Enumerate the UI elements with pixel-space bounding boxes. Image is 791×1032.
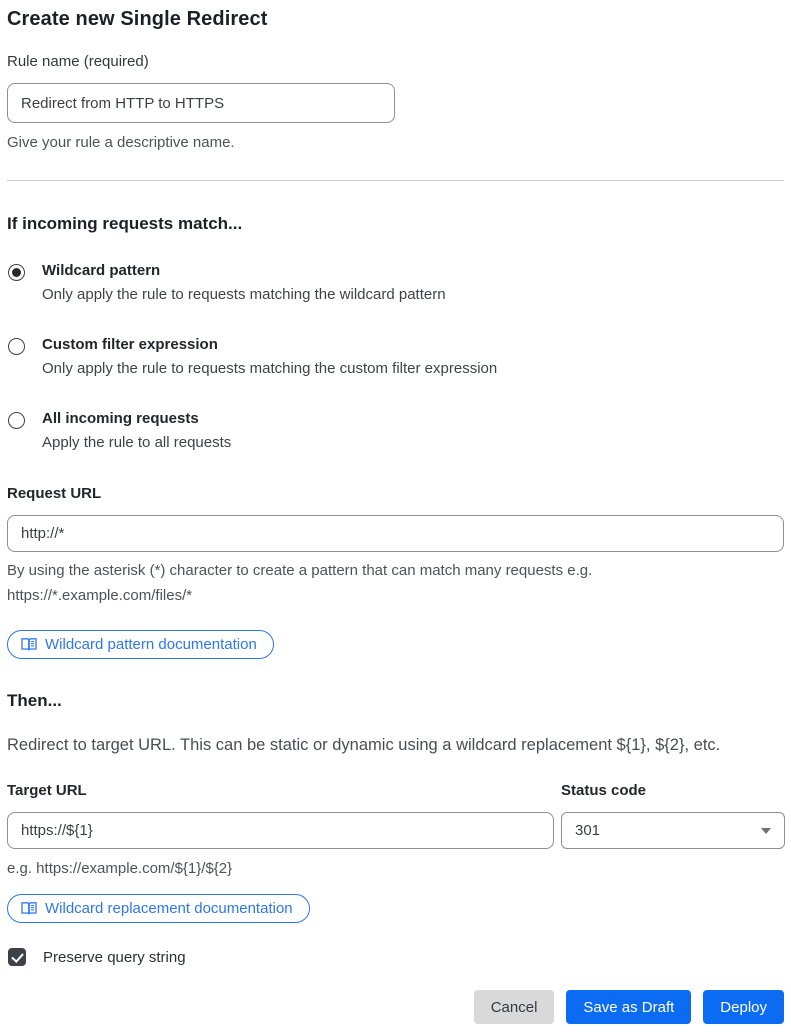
action-bar (474, 990, 784, 1024)
deploy-button[interactable]: Deploy (703, 990, 784, 1024)
radio-label-wildcard-pattern: Wildcard pattern (42, 262, 161, 279)
request-url-help-line2: https://*.example.com/files/* (7, 587, 193, 604)
status-code-label: Status code (561, 782, 647, 799)
preserve-query-string-checkbox[interactable] (8, 948, 26, 966)
radio-all-requests[interactable] (8, 412, 25, 429)
wildcard-replacement-doc-button[interactable] (7, 894, 310, 923)
radio-desc-wildcard-pattern: Only apply the rule to requests matching the wildcard pattern (42, 286, 446, 303)
book-icon (21, 637, 37, 652)
status-code-select[interactable] (561, 812, 785, 849)
request-url-help-line1: By using the asterisk (*) character to create a pattern that can match many requests e.g. (7, 562, 593, 579)
radio-label-custom-filter: Custom filter expression (42, 336, 218, 353)
radio-option-wildcard-pattern[interactable] (7, 262, 784, 303)
page-title: Create new Single Redirect (7, 8, 268, 30)
target-url-input[interactable] (7, 812, 554, 849)
preserve-query-string-row[interactable] (7, 948, 784, 966)
save-as-draft-button[interactable]: Save as Draft (566, 990, 691, 1024)
request-url-help (7, 558, 784, 608)
book-icon (21, 901, 37, 916)
status-code-value: 301 (575, 822, 601, 839)
match-section-heading: If incoming requests match... (7, 214, 243, 233)
target-and-status-row (7, 755, 784, 881)
target-url-label: Target URL (7, 782, 87, 799)
radio-wildcard-pattern[interactable] (8, 264, 25, 281)
rule-name-input[interactable] (7, 83, 395, 123)
request-url-label: Request URL (7, 485, 102, 502)
target-url-help: e.g. https://example.com/${1}/${2} (7, 860, 233, 877)
wildcard-pattern-doc-label: Wildcard pattern documentation (45, 636, 257, 653)
cancel-button[interactable]: Cancel (474, 990, 555, 1024)
chevron-down-icon (761, 828, 771, 834)
rule-name-help: Give your rule a descriptive name. (7, 134, 235, 151)
radio-desc-all-requests: Apply the rule to all requests (42, 434, 232, 451)
preserve-query-string-label: Preserve query string (43, 948, 186, 966)
radio-option-all-requests[interactable] (7, 410, 784, 451)
request-url-input[interactable] (7, 515, 784, 552)
section-divider (7, 180, 784, 181)
then-section-heading: Then... (7, 691, 62, 710)
radio-label-all-requests: All incoming requests (42, 410, 199, 427)
radio-desc-custom-filter: Only apply the rule to requests matching the custom filter expression (42, 360, 498, 377)
radio-option-custom-filter[interactable] (7, 336, 784, 377)
match-type-radio-group (7, 262, 784, 451)
wildcard-replacement-doc-label: Wildcard replacement documentation (45, 900, 293, 917)
wildcard-pattern-doc-button[interactable] (7, 630, 274, 659)
rule-name-label: Rule name (required) (7, 53, 149, 70)
then-section-description: Redirect to target URL. This can be static or dynamic using a wildcard replacement ${1}, ${2}, etc. (7, 736, 721, 754)
radio-custom-filter[interactable] (8, 338, 25, 355)
